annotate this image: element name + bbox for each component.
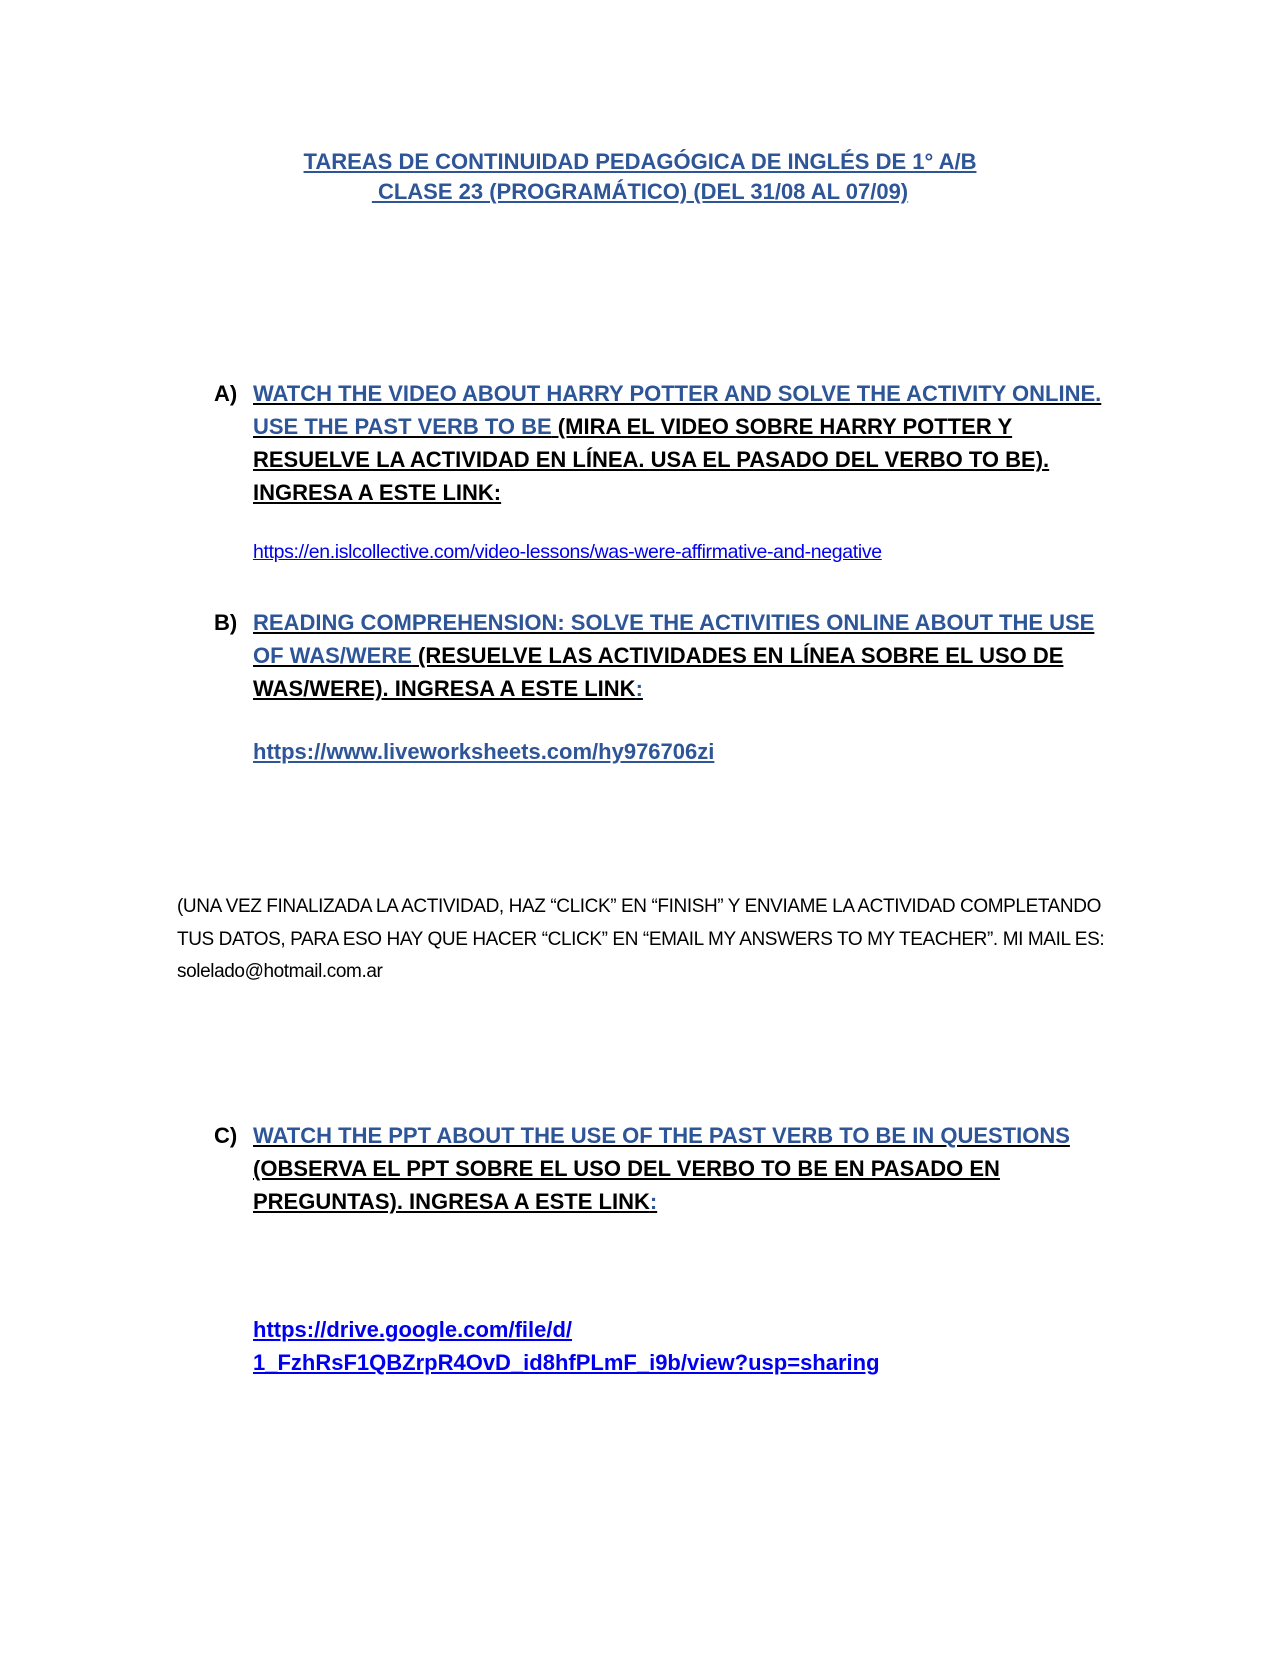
task-b-spanish-text: (RESUELVE LAS ACTIVIDADES EN LÍNEA SOBRE EL USO DE WAS/WERE). INGRESA A ESTE LINK	[253, 643, 1064, 701]
task-c-english-text: WATCH THE PPT ABOUT THE USE OF THE PAST VERB TO BE IN QUESTIONS	[253, 1123, 1070, 1148]
google-drive-link[interactable]	[253, 1313, 1113, 1379]
task-c-colon: :	[649, 1189, 658, 1214]
task-a-instructions	[253, 377, 1113, 509]
task-b-colon: :	[635, 676, 643, 701]
page-title	[180, 147, 1100, 207]
drive-link-line-1: https://drive.google.com/file/d/	[253, 1317, 573, 1342]
drive-link-line-2: 1_FzhRsF1QBZrpR4OvD_id8hfPLmF_i9b/view?usp=sharing	[253, 1350, 880, 1375]
islcollective-link[interactable]: https://en.islcollective.com/video-lessons/was-were-affirmative-and-negative	[253, 541, 882, 563]
task-c-instructions	[253, 1119, 1113, 1218]
task-b-instructions	[253, 606, 1113, 705]
submission-note: (UNA VEZ FINALIZADA LA ACTIVIDAD, HAZ “CLICK” EN “FINISH” Y ENVIAME LA ACTIVIDAD COMPLETANDO TUS DATOS, PARA ESO HAY QUE HACER “CLICK” EN “EMAIL MY ANSWERS TO MY TEACHER”. MI MAIL ES: solelado@hotmail.com.ar	[177, 896, 1105, 982]
task-b-english-text: READING COMPREHENSION: SOLVE THE ACTIVITIES ONLINE ABOUT THE USE OF WAS/WERE	[253, 610, 1095, 668]
title-line-1: TAREAS DE CONTINUIDAD PEDAGÓGICA DE INGLÉS DE 1° A/B	[303, 149, 977, 174]
list-marker-b: B)	[214, 610, 238, 635]
title-line-2: CLASE 23 (PROGRAMÁTICO) (DEL 31/08 AL 07/09)	[371, 179, 909, 204]
list-marker-c: C)	[214, 1123, 238, 1148]
task-a-english-text: WATCH THE VIDEO ABOUT HARRY POTTER AND SOLVE THE ACTIVITY ONLINE. USE THE PAST VERB TO BE	[253, 381, 1102, 439]
list-marker-a: A)	[214, 381, 238, 406]
task-a-spanish-text: (MIRA EL VIDEO SOBRE HARRY POTTER Y RESUELVE LA ACTIVIDAD EN LÍNEA. USA EL PASADO DEL VERBO TO BE). INGRESA A ESTE LINK:	[253, 414, 1050, 505]
task-c-spanish-text: (OBSERVA EL PPT SOBRE EL USO DEL VERBO TO BE EN PASADO EN PREGUNTAS). INGRESA A ESTE LINK	[253, 1156, 1000, 1214]
liveworksheets-link[interactable]: https://www.liveworksheets.com/hy976706zi	[253, 739, 715, 764]
